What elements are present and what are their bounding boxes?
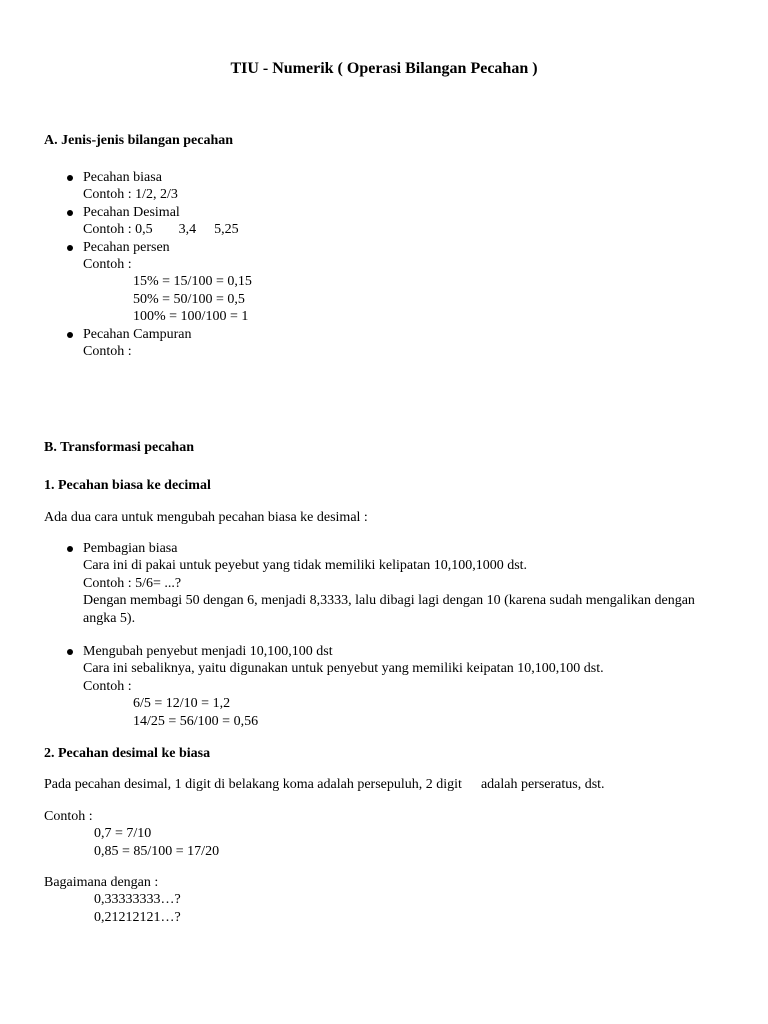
- subsection-2-intro: [44, 776, 724, 793]
- list-item: [0, 540, 768, 627]
- list-item: [0, 239, 768, 326]
- list-item: [0, 204, 768, 239]
- bullet-icon: [67, 546, 73, 552]
- question-line: 0,21212121…?: [94, 909, 181, 925]
- list-item-example: [83, 221, 768, 238]
- example-line: 6/5 = 12/10 = 1,2: [133, 696, 231, 712]
- list-item-label: Mengubah penyebut menjadi 10,100,100 dst: [83, 644, 333, 659]
- list-item-label: Pecahan persen: [83, 239, 170, 255]
- questions-block: [44, 874, 181, 926]
- example-line: 0,85 = 85/100 = 17/20: [94, 843, 220, 859]
- list-item-label: Pecahan Desimal: [83, 204, 180, 220]
- example-line: 100% = 100/100 = 1: [133, 309, 249, 325]
- list-item-example: Contoh :: [83, 257, 132, 273]
- intro-text: Pada pecahan desimal, 1 digit di belakang koma adalah persepuluh, 2 digit: [44, 777, 462, 792]
- list-item-text: Cara ini di pakai untuk peyebut yang tidak memiliki kelipatan 10,100,1000 dst.: [83, 558, 528, 574]
- examples-label: Contoh :: [44, 809, 93, 824]
- list-item-text: Dengan membagi 50 dengan 6, menjadi 8,3333, lalu dibagi lagi dengan 10 (karena sudah mengalikan dengan angka 5).: [83, 593, 695, 626]
- section-b-heading: B. Transformasi pecahan: [44, 440, 194, 455]
- subsection-2-heading: 2. Pecahan desimal ke biasa: [44, 746, 211, 761]
- subsection-1-heading: 1. Pecahan biasa ke decimal: [44, 478, 211, 493]
- list-item-text: Contoh : 5/6= ...?: [83, 575, 182, 591]
- example-line: 0,7 = 7/10: [94, 826, 152, 842]
- list-item: [0, 643, 768, 730]
- example-value: Contoh : 0,5: [83, 222, 153, 238]
- bullet-icon: [67, 332, 73, 338]
- list-item-label: Pembagian biasa: [83, 541, 178, 556]
- example-value: 5,25: [214, 222, 239, 238]
- list-item-label: Pecahan biasa: [83, 170, 162, 185]
- example-value: 3,4: [178, 222, 197, 238]
- page-title: TIU - Numerik ( Operasi Bilangan Pecahan ): [230, 60, 538, 77]
- list-item-text: Contoh :: [83, 678, 132, 694]
- intro-text: adalah perseratus, dst.: [480, 777, 605, 792]
- example-line: 50% = 50/100 = 0,5: [133, 291, 245, 307]
- list-item-label: Pecahan Campuran: [83, 326, 192, 342]
- list-item-example: Contoh :: [83, 344, 132, 360]
- section-a-list: [0, 169, 768, 360]
- subsection-1-list-2: [0, 643, 768, 730]
- example-line: 15% = 15/100 = 0,15: [133, 274, 252, 290]
- list-item: [0, 169, 768, 204]
- questions-label: Bagaimana dengan :: [44, 875, 159, 890]
- bullet-icon: [67, 175, 73, 181]
- list-item-text: Cara ini sebaliknya, yaitu digunakan untuk penyebut yang memiliki keipatan 10,100,100 dst.: [83, 661, 604, 677]
- section-a-heading: A. Jenis-jenis bilangan pecahan: [44, 133, 234, 148]
- subsection-1-intro: Ada dua cara untuk mengubah pecahan biasa ke desimal :: [44, 510, 368, 525]
- question-line: 0,33333333…?: [94, 892, 181, 908]
- bullet-icon: [67, 210, 73, 216]
- example-line: 14/25 = 56/100 = 0,56: [133, 713, 259, 729]
- list-item-example: Contoh : 1/2, 2/3: [83, 187, 178, 203]
- bullet-icon: [67, 649, 73, 655]
- subsection-1-list: [0, 540, 768, 627]
- bullet-icon: [67, 245, 73, 251]
- list-item: [0, 326, 768, 361]
- examples-block: [44, 808, 219, 860]
